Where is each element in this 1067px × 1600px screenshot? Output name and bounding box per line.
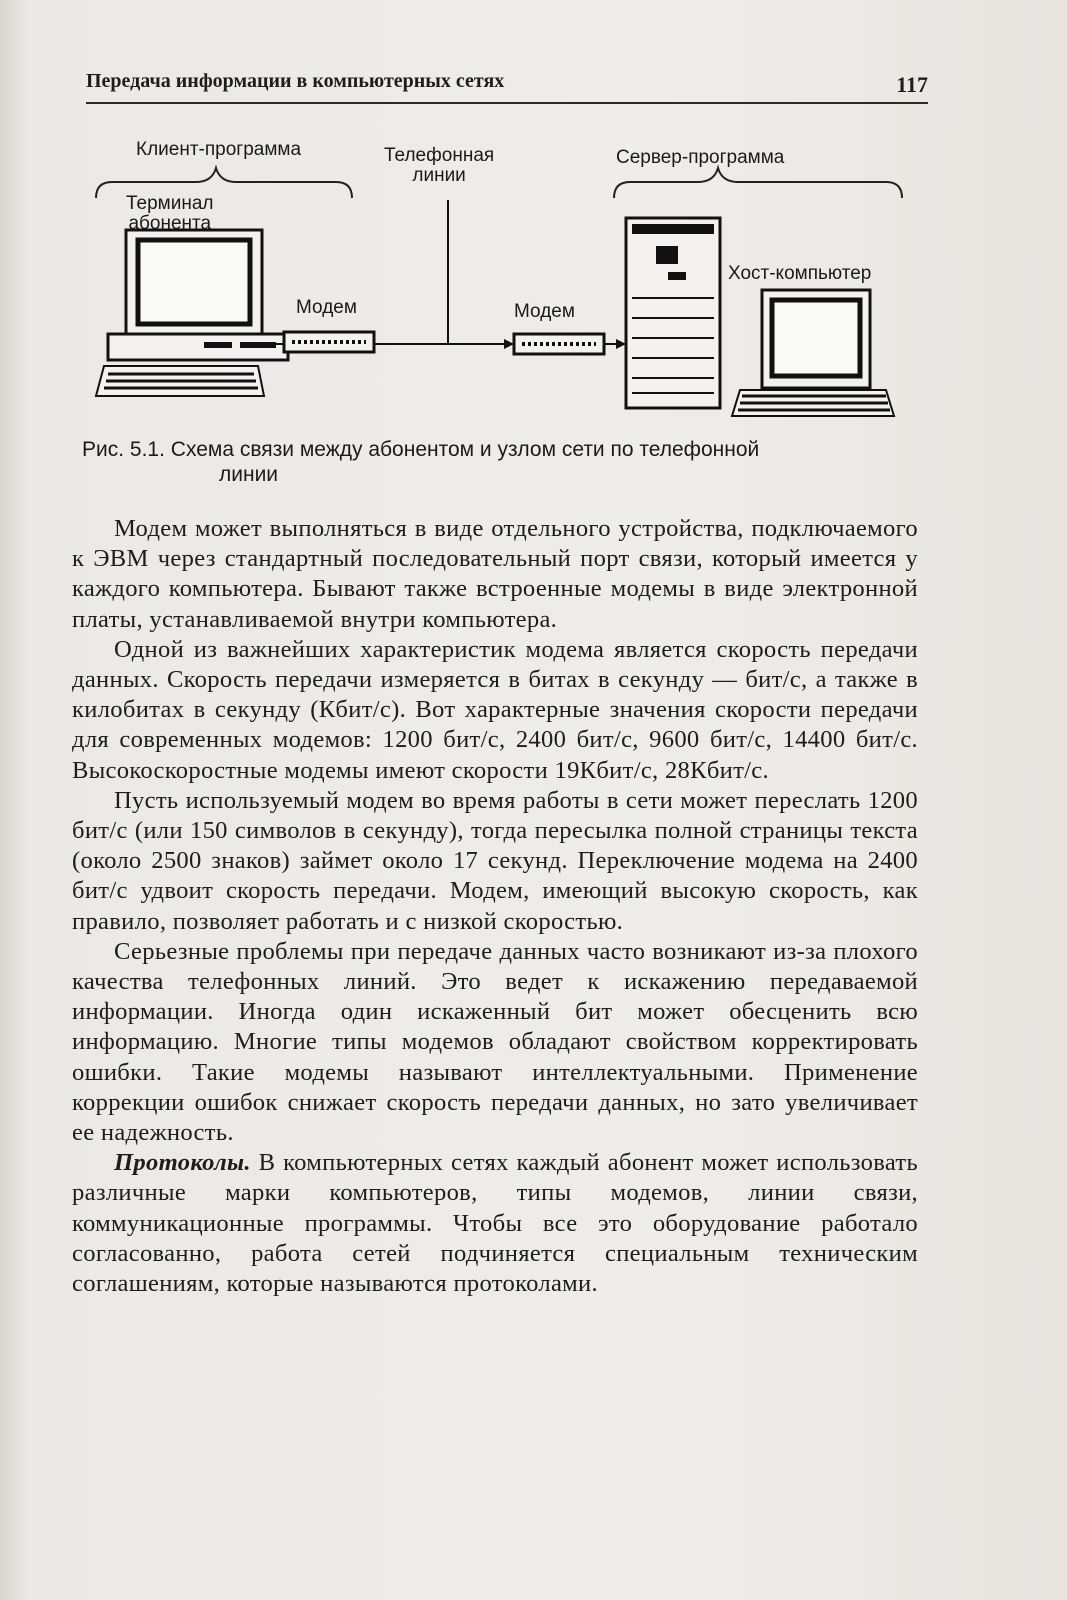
- modem-right: [514, 334, 604, 354]
- paragraph: Пусть используемый модем во время работы в сети может переслать 1200 бит/с (или 150 символов в секунду), тогда пересылка полной страницы текста (около 2500 знаков) займет около 17 секунд. Переключение модема на 2400 бит/с удвоит скорость передачи. Модем, имеющий высокую скорость, как правило, позволяет работать и с низкой скоростью.: [72, 786, 918, 935]
- caption-continuation: линии: [219, 463, 279, 486]
- phone-line-arrow: [374, 200, 514, 349]
- host-label: Хост-компьютер: [728, 263, 872, 284]
- caption-text: Схема связи между абонентом и узлом сети по телефонной: [170, 438, 760, 461]
- paragraph: Модем может выполняться в виде отдельного устройства, подключаемого к ЭВМ через стандартный последовательный порт связи, который имеется у каждого компьютера. Бывают также встроенные модемы в виде электронной платы, устанавливаемой внутри компьютера.: [72, 515, 918, 633]
- network-diagram: [86, 138, 928, 438]
- server-program-label: Сервер-программа: [616, 147, 785, 168]
- modem-left-label: Модем: [296, 297, 357, 318]
- caption-number: Рис. 5.1.: [82, 438, 165, 461]
- terminal-computer: [96, 230, 288, 396]
- figure-5-1: [86, 138, 928, 484]
- chapter-title: Передача информации в компьютерных сетях: [86, 70, 505, 92]
- terminal-label: Терминал абонента: [126, 193, 214, 234]
- host-computer: [732, 290, 894, 416]
- body-text: [72, 514, 918, 1299]
- paragraph: [72, 1148, 918, 1299]
- modem-left: [284, 332, 374, 352]
- paragraph-text: В компьютерных сетях каждый абонент может использовать различные марки компьютеров, типы модемов, линии связи, коммуникационные программы. Чтобы все это оборудование работало согласованно, работа сетей подчиняется специальным техническим соглашениям, которые называются протоколами.: [72, 1149, 918, 1298]
- running-header: [86, 68, 928, 104]
- term-protocols: Протоколы.: [114, 1149, 251, 1177]
- client-program-label: Клиент-программа: [136, 139, 302, 160]
- figure-caption: [82, 437, 932, 487]
- paragraph: Одной из важнейших характеристик модема является скорость передачи данных. Скорость передачи измеряется в битах в секунду — бит/с, а также в килобитах в секунду (Кбит/с). Вот характерные значения скорости передачи для современных модемов: 1200 бит/с, 2400 бит/с, 9600 бит/с, 14400 бит/с. Высокоскоростные модемы имеют скорости 19Кбит/с, 28Кбит/с.: [72, 635, 918, 784]
- paragraph: Серьезные проблемы при передаче данных часто возникают из-за плохого качества телефонных линий. Это ведет к искажению передаваемой информации. Иногда один искаженный бит может обесценить всю информацию. Многие типы модемов обладают свойством корректировать ошибки. Такие модемы называют интеллектуальными. Применение коррекции ошибок снижает скорость передачи данных, но зато увеличивает ее надежность.: [72, 937, 918, 1147]
- server-brace: [614, 168, 902, 198]
- server-tower: [626, 218, 720, 408]
- phone-line-label: Телефонная линии: [384, 145, 495, 186]
- page-number: 117: [896, 72, 928, 97]
- modem-right-label: Модем: [514, 301, 575, 322]
